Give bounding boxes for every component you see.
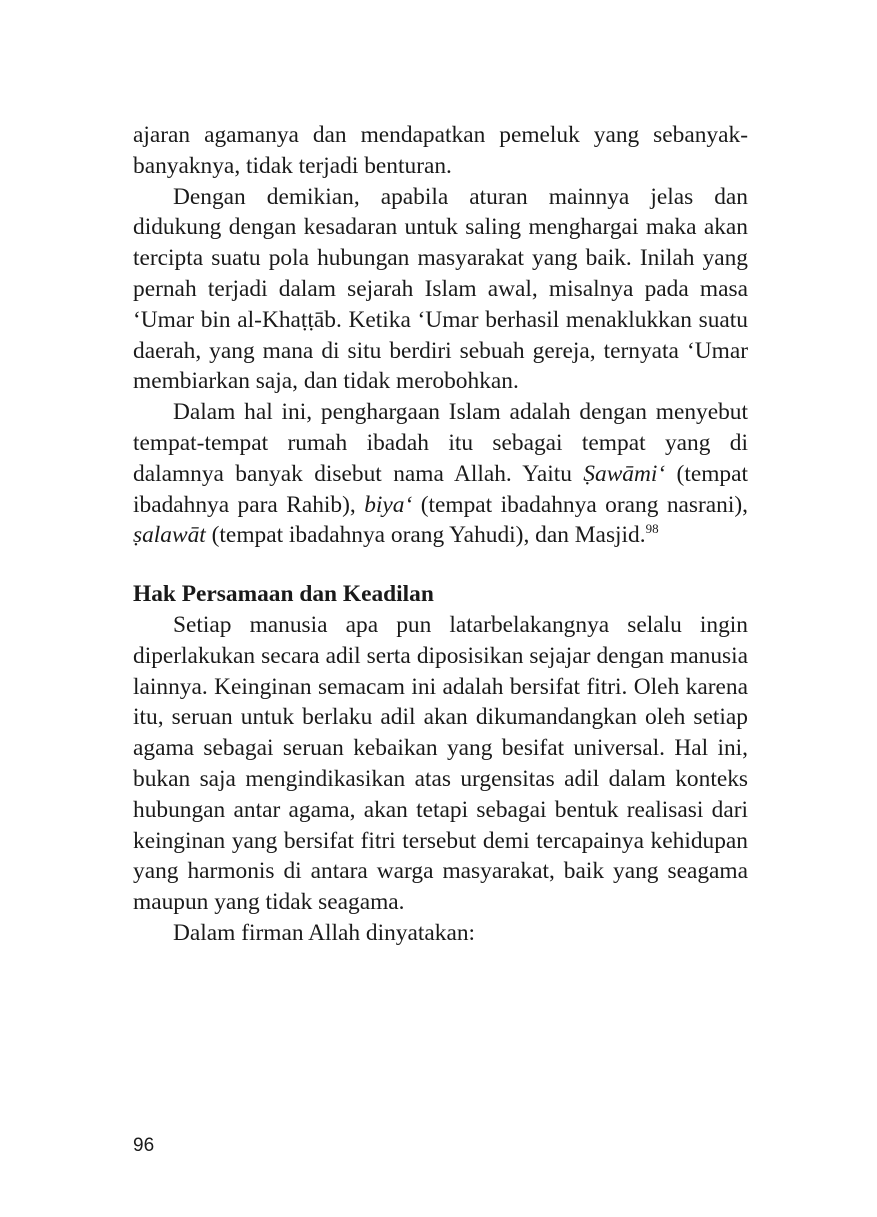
text-segment: (tempat ibadahnya orang Yahudi), dan Masjid. xyxy=(205,522,646,549)
paragraph xyxy=(133,610,748,918)
page-number: 96 xyxy=(133,1135,155,1156)
text-segment: Setiap manusia apa pun latarbelakangnya selalu ingin diperlakukan secara adil serta diposisikan sejajar dengan manusia lainnya. Keinginan semacam ini adalah bersifat fitri. Oleh karena itu, seruan untuk berlaku adil akan dikumandangkan oleh setiap agama sebagai seruan kebaikan yang besifat universal. Hal ini, bukan saja mengindikasikan atas urgensitas adil dalam konteks hubungan antar agama, akan tetapi sebagai bentuk realisasi dari keinginan yang bersifat fitri tersebut demi tercapainya kehidupan yang harmonis di antara warga masyarakat, baik yang seagama maupun yang tidak seagama. xyxy=(133,611,748,916)
paragraph xyxy=(133,918,748,949)
footnote-marker: 98 xyxy=(645,521,659,537)
italic-term: ṣalawāt xyxy=(133,522,206,549)
section-heading: Hak Persamaan dan Keadilan xyxy=(133,581,434,608)
page-body xyxy=(133,120,748,949)
italic-term: Ṣawāmi‘ xyxy=(583,460,666,487)
text-segment: Dalam hal ini, penghargaan Islam adalah dengan menyebut tempat-tempat rumah ibadah itu sebagai tempat yang di dalamnya banyak disebut nama Allah. Yaitu xyxy=(133,399,748,487)
paragraphs-bottom xyxy=(133,610,748,949)
text-segment: ajaran agamanya dan mendapatkan pemeluk yang sebanyak-banyaknya, tidak terjadi benturan. xyxy=(133,122,748,179)
paragraph xyxy=(133,120,748,182)
text-segment: Dengan demikian, apabila aturan mainnya jelas dan didukung dengan kesadaran untuk saling menghargai maka akan tercipta suatu pola hubungan masyarakat yang baik. Inilah yang pernah terjadi dalam sejarah Islam awal, misalnya pada masa ‘Umar bin al-Khaṭṭāb. Ketika ‘Umar berhasil menaklukkan suatu daerah, yang mana di situ berdiri sebuah gereja, ternyata ‘Umar membiarkan saja, dan tidak merobohkan. xyxy=(133,183,748,395)
text-segment: Dalam firman Allah dinyatakan: xyxy=(173,919,476,946)
paragraph xyxy=(133,397,748,551)
text-segment: (tempat ibadahnya para Rahib), xyxy=(133,460,748,518)
paragraph xyxy=(133,182,748,398)
text-segment: (tempat ibadahnya orang nasrani), xyxy=(412,491,749,518)
italic-term: biya‘ xyxy=(364,491,413,518)
paragraphs-top xyxy=(133,120,748,551)
